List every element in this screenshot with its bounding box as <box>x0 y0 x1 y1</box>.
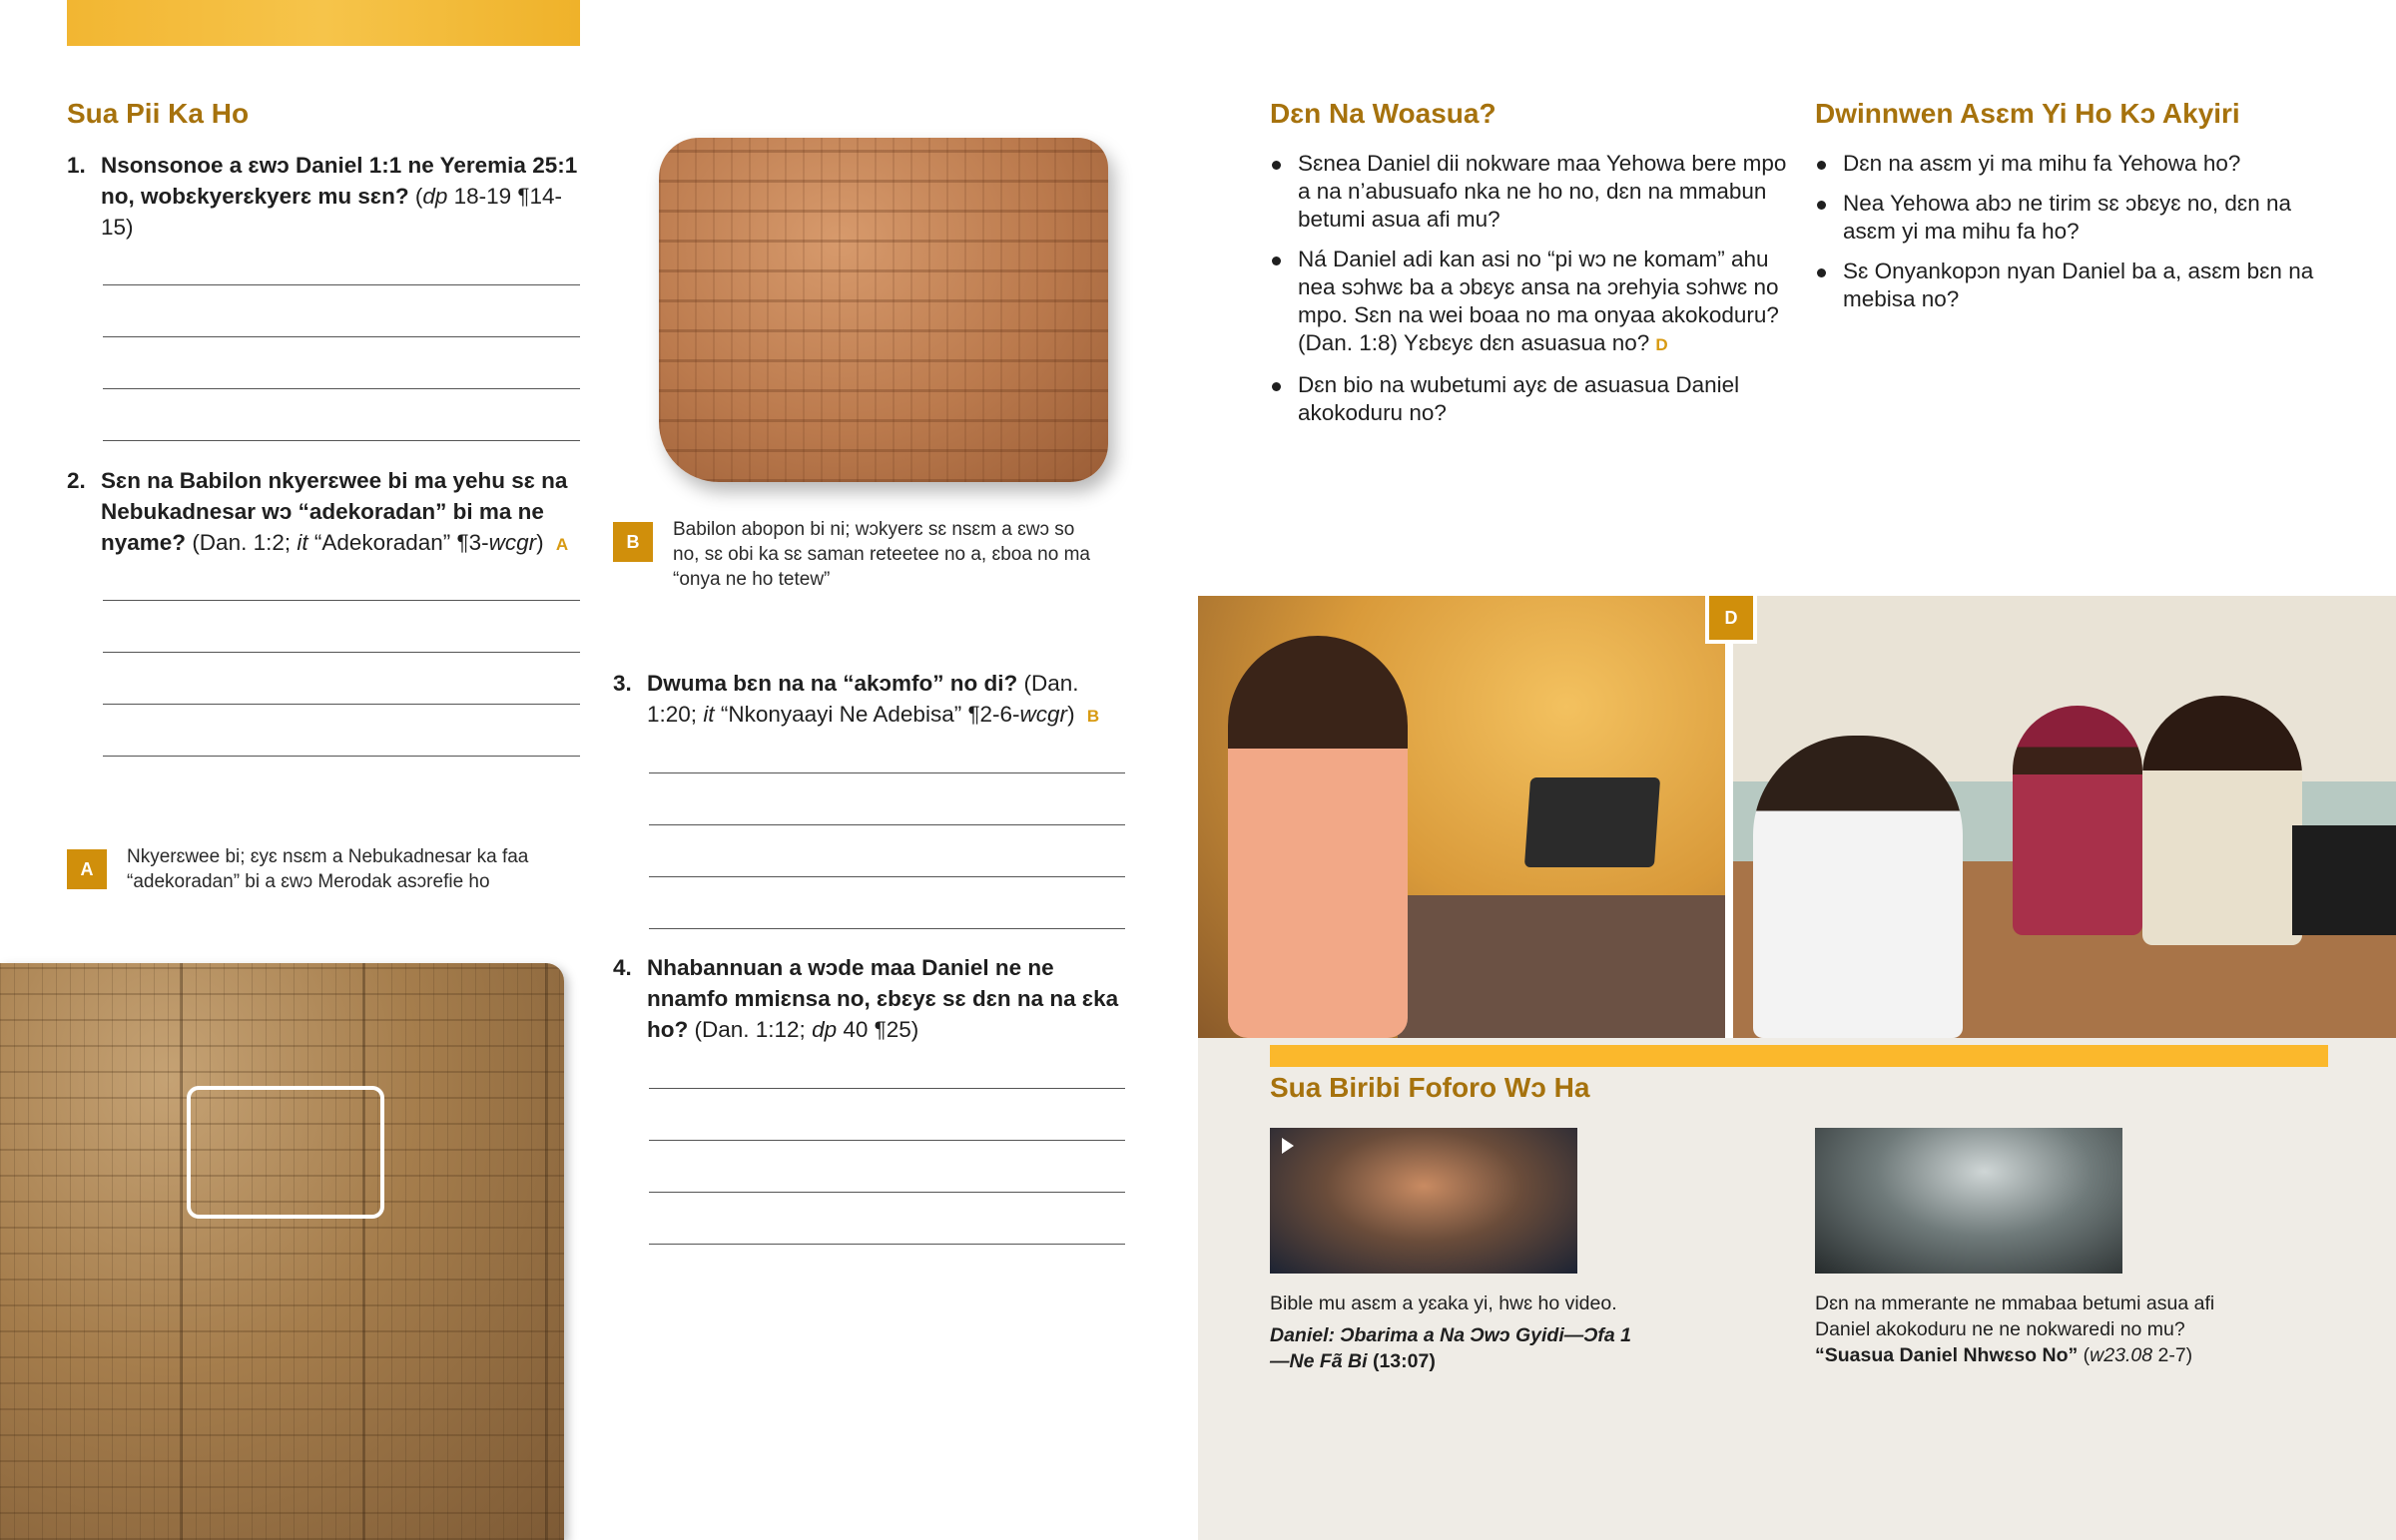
list-item: Nea Yehowa abɔ ne tirim sɛ ɔbɛyɛ no, dɛn na asɛm yi ma mihu fa ho? <box>1815 190 2334 246</box>
woasua-list <box>1270 150 1789 439</box>
answer-line[interactable] <box>649 1192 1125 1193</box>
article-title[interactable]: “Suasua Daniel Nhwɛso No” <box>1815 1344 2079 1366</box>
question-number: 4. <box>613 955 632 980</box>
photo-study <box>1198 596 1725 1038</box>
laptop-shape <box>1524 777 1660 867</box>
list-item: Dɛn bio na wubetumi ayɛ de asuasua Daniel akokoduru no? <box>1270 371 1789 427</box>
question-number: 2. <box>67 468 86 493</box>
list-item: Sɛ Onyankopɔn nyan Daniel ba a, asɛm bɛn na mebisa no? <box>1815 257 2334 313</box>
video-info <box>1270 1290 1649 1374</box>
video-intro: Bible mu asɛm a yɛaka yi, hwɛ ho video. <box>1270 1292 1617 1314</box>
video-title[interactable]: Daniel: Ɔbarima a Na Ɔwɔ Gyidi—Ɔfa 1 —Ne Fã Bi <box>1270 1324 1631 1372</box>
list-item: Ná Daniel adi kan asi no “pi wɔ ne komam” ahu nea sɔhwɛ ba a ɔbɛyɛ ansa na ɔrehyia sɔhwɛ no mpo. Sɛn na wei boaa no ma onyaa akokoduru? (Dan. 1:8) Yɛbɛyɛ dɛn asuasua no? D <box>1270 246 1789 359</box>
answer-line[interactable] <box>649 928 1125 929</box>
answer-line[interactable] <box>103 388 580 389</box>
caption-b: Babilon abopon bi ni; wɔkyerɛ sɛ nsɛm a ɛwɔ so no, sɛ obi ka sɛ saman reteetee no a, ɛboa no ma “onya ne ho tetew” <box>673 519 1090 590</box>
photo-divider <box>1725 596 1733 1038</box>
question-2: 2. Sɛn na Babilon nkyerɛwee bi ma yehu sɛ na Nebukadnesar wɔ “adekoradan” bi ma ne nyame? (Dan. 1:2; it “Adekoradan” ¶3-wcgr) A <box>67 465 586 560</box>
caption-a: Nkyerɛwee bi; ɛyɛ nsɛm a Nebukadnesar ka faa “adekoradan” bi a ɛwɔ Merodak asɔrefie ho <box>127 846 529 892</box>
play-icon[interactable] <box>1282 1138 1294 1154</box>
article-info <box>1815 1290 2254 1368</box>
answer-line[interactable] <box>103 600 580 601</box>
answer-line[interactable] <box>103 756 580 757</box>
akyiri-list <box>1815 150 2334 325</box>
answer-line[interactable] <box>649 1244 1125 1245</box>
panel-accent-bar <box>1270 1045 2328 1067</box>
article-ref: 2-7) <box>2157 1344 2193 1366</box>
monitor-shape <box>2292 825 2396 935</box>
highlight-box <box>187 1086 384 1219</box>
ref-badge: A <box>555 535 569 554</box>
resources-panel <box>1198 1038 2396 1540</box>
caption-badge-b: B <box>613 522 653 562</box>
caption-badge-a: A <box>67 849 107 889</box>
top-gold-bar <box>67 0 580 46</box>
article-ref-pub: w23.08 <box>2090 1344 2153 1366</box>
article-intro: Dɛn na mmerante ne mmabaa betumi asua afi Daniel akokoduru ne ne nokwaredi no mu? <box>1815 1292 2215 1340</box>
question-number: 1. <box>67 153 86 178</box>
question-1: 1. Nsonsonoe a ɛwɔ Daniel 1:1 ne Yeremia 25:1 no, wobɛkyerɛkyerɛ mu sɛn? (dp 18-19 ¶14-15) <box>67 150 586 243</box>
question-text: Nsonsonoe a ɛwɔ Daniel 1:1 ne Yeremia 25:1 no, wobɛkyerɛkyerɛ mu sɛn? <box>101 153 578 209</box>
answer-line[interactable] <box>649 1088 1125 1089</box>
ref-text: 18-19 ¶14-15) <box>101 184 563 240</box>
photo-doctor <box>1733 596 2396 1038</box>
doctor-shape <box>1753 736 1963 1038</box>
section-heading-akyiri: Dwinnwen Asɛm Yi Ho Kɔ Akyiri <box>1815 98 2240 129</box>
answer-line[interactable] <box>103 336 580 337</box>
article-thumbnail[interactable] <box>1815 1128 2122 1274</box>
question-text: Dwuma bɛn na na “akɔmfo” no di? <box>647 671 1018 696</box>
answer-line[interactable] <box>103 284 580 285</box>
answer-line[interactable] <box>649 876 1125 877</box>
question-text: Sɛn na Babilon nkyerɛwee bi ma yehu sɛ na Nebukadnesar wɔ “adekoradan” bi ma ne nyame? <box>101 468 568 555</box>
answer-line[interactable] <box>103 652 580 653</box>
ref-pub: dp <box>422 184 448 209</box>
ref-badge: B <box>1086 707 1100 726</box>
question-text: Nhabannuan a wɔde maa Daniel ne ne nnamfo mmiɛnsa no, ɛbɛyɛ sɛ dɛn na na ɛka ho? <box>647 955 1119 1042</box>
cuneiform-texture <box>0 963 564 1540</box>
answer-line[interactable] <box>649 1140 1125 1141</box>
answer-line[interactable] <box>649 772 1125 773</box>
question-number: 3. <box>613 671 632 696</box>
video-thumbnail[interactable] <box>1270 1128 1577 1274</box>
section-heading-more: Sua Biribi Foforo Wɔ Ha <box>1270 1072 1590 1103</box>
section-heading-sua-pii: Sua Pii Ka Ho <box>67 98 250 129</box>
clay-tablet-b-image <box>659 138 1108 482</box>
list-item: Dɛn na asɛm yi ma mihu fa Yehowa ho? <box>1815 150 2334 178</box>
clay-tablet-image <box>0 963 564 1540</box>
patient-shape <box>2013 706 2142 935</box>
answer-line[interactable] <box>103 704 580 705</box>
question-3: 3. Dwuma bɛn na na “akɔmfo” no di? (Dan. 1:20; it “Nkonyaayi Ne Adebisa” ¶2-6-wcgr) B <box>613 668 1132 732</box>
husband-shape <box>2142 696 2302 945</box>
photo-badge-d: D <box>1705 596 1757 644</box>
person-shape <box>1228 636 1408 1038</box>
table-shape <box>1398 895 1725 1038</box>
video-duration: (13:07) <box>1372 1350 1436 1372</box>
list-item: Sɛnea Daniel dii nokware maa Yehowa bere mpo a na n’abusuafo nka ne ho no, dɛn na mmabun betumi asua afi mu? <box>1270 150 1789 234</box>
question-4: 4. Nhabannuan a wɔde maa Daniel ne ne nnamfo mmiɛnsa no, ɛbɛyɛ sɛ dɛn na na ɛka ho? (Dan. 1:12; dp 40 ¶25) <box>613 952 1132 1045</box>
article-link[interactable]: “Suasua Daniel Nhwɛso No” (w23.08 2-7) <box>1815 1344 2193 1366</box>
answer-line[interactable] <box>103 440 580 441</box>
section-heading-woasua: Dɛn Na Woasua? <box>1270 98 1497 129</box>
answer-line[interactable] <box>649 824 1125 825</box>
ref-badge: D <box>1655 335 1668 354</box>
video-link[interactable] <box>1270 1322 1649 1374</box>
